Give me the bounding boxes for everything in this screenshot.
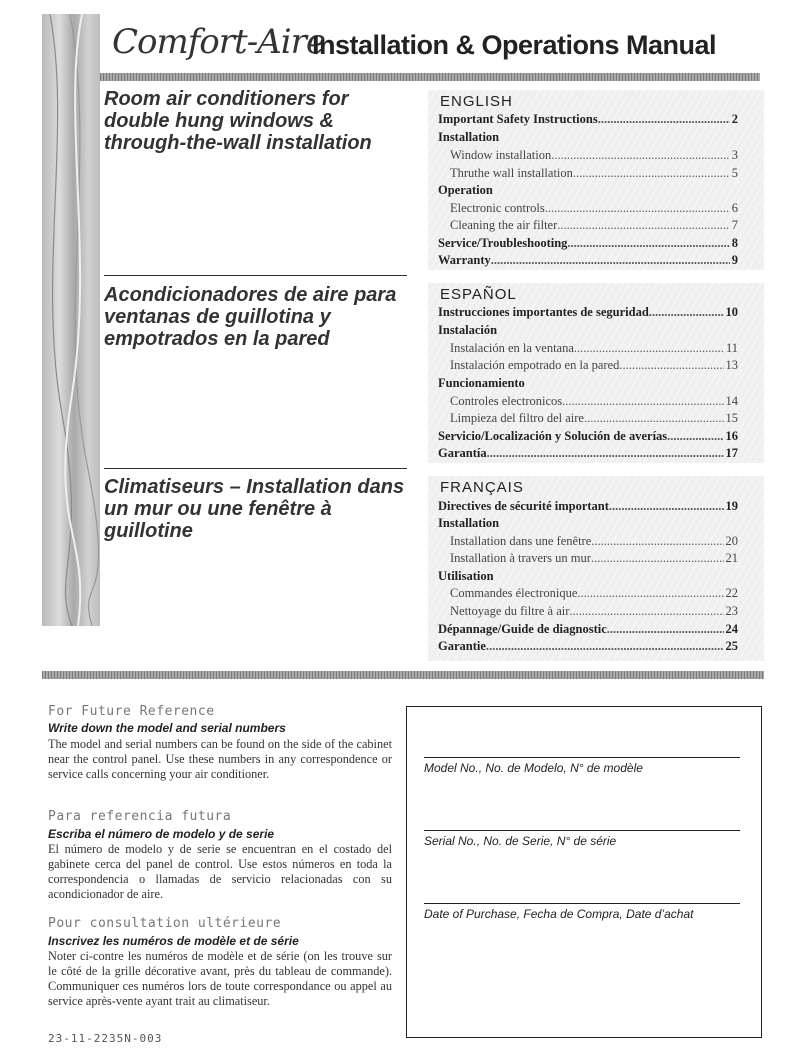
heading-french: Climatiseurs – Installation dans un mur ou une fenêtre à guillotine bbox=[104, 476, 405, 542]
toc-item: Dépannage/Guide de diagnostic ..... 24 bbox=[438, 620, 738, 638]
reference-sub-en: Write down the model and serial numbers bbox=[48, 721, 286, 735]
toc-item: Instrucciones importantes de seguridad ..... 10 bbox=[438, 303, 738, 321]
toc-item: Instalación en la ventana ..... 11 bbox=[450, 339, 738, 357]
reference-sub-es: Escriba el número de modelo y de serie bbox=[48, 827, 275, 841]
purchase-date-label: Date of Purchase, Fecha de Compra, Date d’achat bbox=[424, 907, 694, 921]
header-divider bbox=[100, 73, 760, 81]
toc-section: Utilisation bbox=[438, 569, 494, 583]
reference-heading-en: For Future Reference bbox=[48, 704, 215, 719]
toc-item: Thruthe wall installation ..... 5 bbox=[450, 164, 738, 182]
reference-body-fr: Noter ci-contre les numéros de modèle et de série (on les trouve sur le côté de la grille décorative avant, près du tableau de commande). Communiquer ces numéros lors de toute correspondance ou appel au service après-vente ayant trait au climatiseur. bbox=[48, 949, 392, 1008]
serial-number-line[interactable] bbox=[424, 830, 740, 831]
toc-lang-french: FRANÇAIS bbox=[440, 479, 524, 496]
toc-lang-english: ENGLISH bbox=[440, 93, 513, 110]
toc-section: Operation bbox=[438, 183, 493, 197]
toc-item: Controles electronicos ..... 14 bbox=[450, 392, 738, 410]
toc-item: Nettoyage du filtre à air ..... 23 bbox=[450, 602, 738, 620]
toc-item: Commandes électronique ..... 22 bbox=[450, 584, 738, 602]
reference-heading-es: Para referencia futura bbox=[48, 809, 232, 824]
purchase-date-line[interactable] bbox=[424, 903, 740, 904]
toc-item: Warranty ..... 9 bbox=[438, 251, 738, 269]
reference-heading-fr: Pour consultation ultérieure bbox=[48, 916, 282, 931]
toc-section: Instalación bbox=[438, 323, 498, 337]
toc-item: Cleaning the air filter ..... 7 bbox=[450, 216, 738, 234]
model-number-line[interactable] bbox=[424, 757, 740, 758]
toc-item: Service/Troubleshooting ..... 8 bbox=[438, 234, 738, 252]
brand-logo: Comfort-Aire bbox=[112, 22, 325, 62]
model-number-label: Model No., No. de Modelo, N° de modèle bbox=[424, 761, 643, 775]
decorative-sidebar bbox=[42, 14, 100, 626]
toc-item: Electronic controls ..... 6 bbox=[450, 199, 738, 217]
toc-item: Instalación empotrado en la pared ..... 13 bbox=[450, 356, 738, 374]
toc-item: Installation à travers un mur ..... 21 bbox=[450, 549, 738, 567]
toc-item: Limpieza del filtro del aire ..... 15 bbox=[450, 409, 738, 427]
record-box bbox=[406, 706, 762, 1038]
divider-rule bbox=[104, 275, 407, 276]
heading-spanish: Acondicionadores de aire para ventanas de guillotina y empotrados en la pared bbox=[104, 284, 397, 350]
reference-sub-fr: Inscrivez les numéros de modèle et de série bbox=[48, 934, 299, 948]
toc-item: Installation dans une fenêtre ..... 20 bbox=[450, 532, 738, 550]
serial-number-label: Serial No., No. de Serie, N° de série bbox=[424, 834, 617, 848]
toc-item: Directives de sécurité important ..... 19 bbox=[438, 497, 738, 515]
toc-lang-spanish: ESPAÑOL bbox=[440, 286, 517, 303]
divider-rule bbox=[104, 468, 407, 469]
toc-section: Installation bbox=[438, 130, 500, 144]
document-code: 23-11-2235N-003 bbox=[48, 1032, 163, 1045]
reference-body-es: El número de modelo y de serie se encuentran en el costado del gabinete cerca del panel de control. Use estos números en toda la correspondencia o llamadas de servicio relacionadas con su acondicionador de aire. bbox=[48, 842, 392, 901]
page-title: Installation & Operations Manual bbox=[312, 30, 717, 60]
reference-body-en: The model and serial numbers can be found on the side of the cabinet near the control panel. Use these numbers in any correspondence or service calls concerning your air conditioner. bbox=[48, 737, 392, 781]
toc-item: Important Safety Instructions ..... 2 bbox=[438, 110, 738, 128]
toc-section: Funcionamiento bbox=[438, 376, 525, 390]
section-divider bbox=[42, 671, 764, 679]
sidebar-swirl-graphic bbox=[42, 14, 100, 626]
toc-item: Window installation ..... 3 bbox=[450, 146, 738, 164]
heading-english: Room air conditioners for double hung windows & through-the-wall installation bbox=[104, 88, 372, 154]
toc-item: Servicio/Localización y Solución de averías ..... 16 bbox=[438, 427, 738, 445]
toc-section: Installation bbox=[438, 516, 500, 530]
toc-item: Garantía ..... 17 bbox=[438, 444, 738, 462]
toc-item: Garantie ..... 25 bbox=[438, 637, 738, 655]
